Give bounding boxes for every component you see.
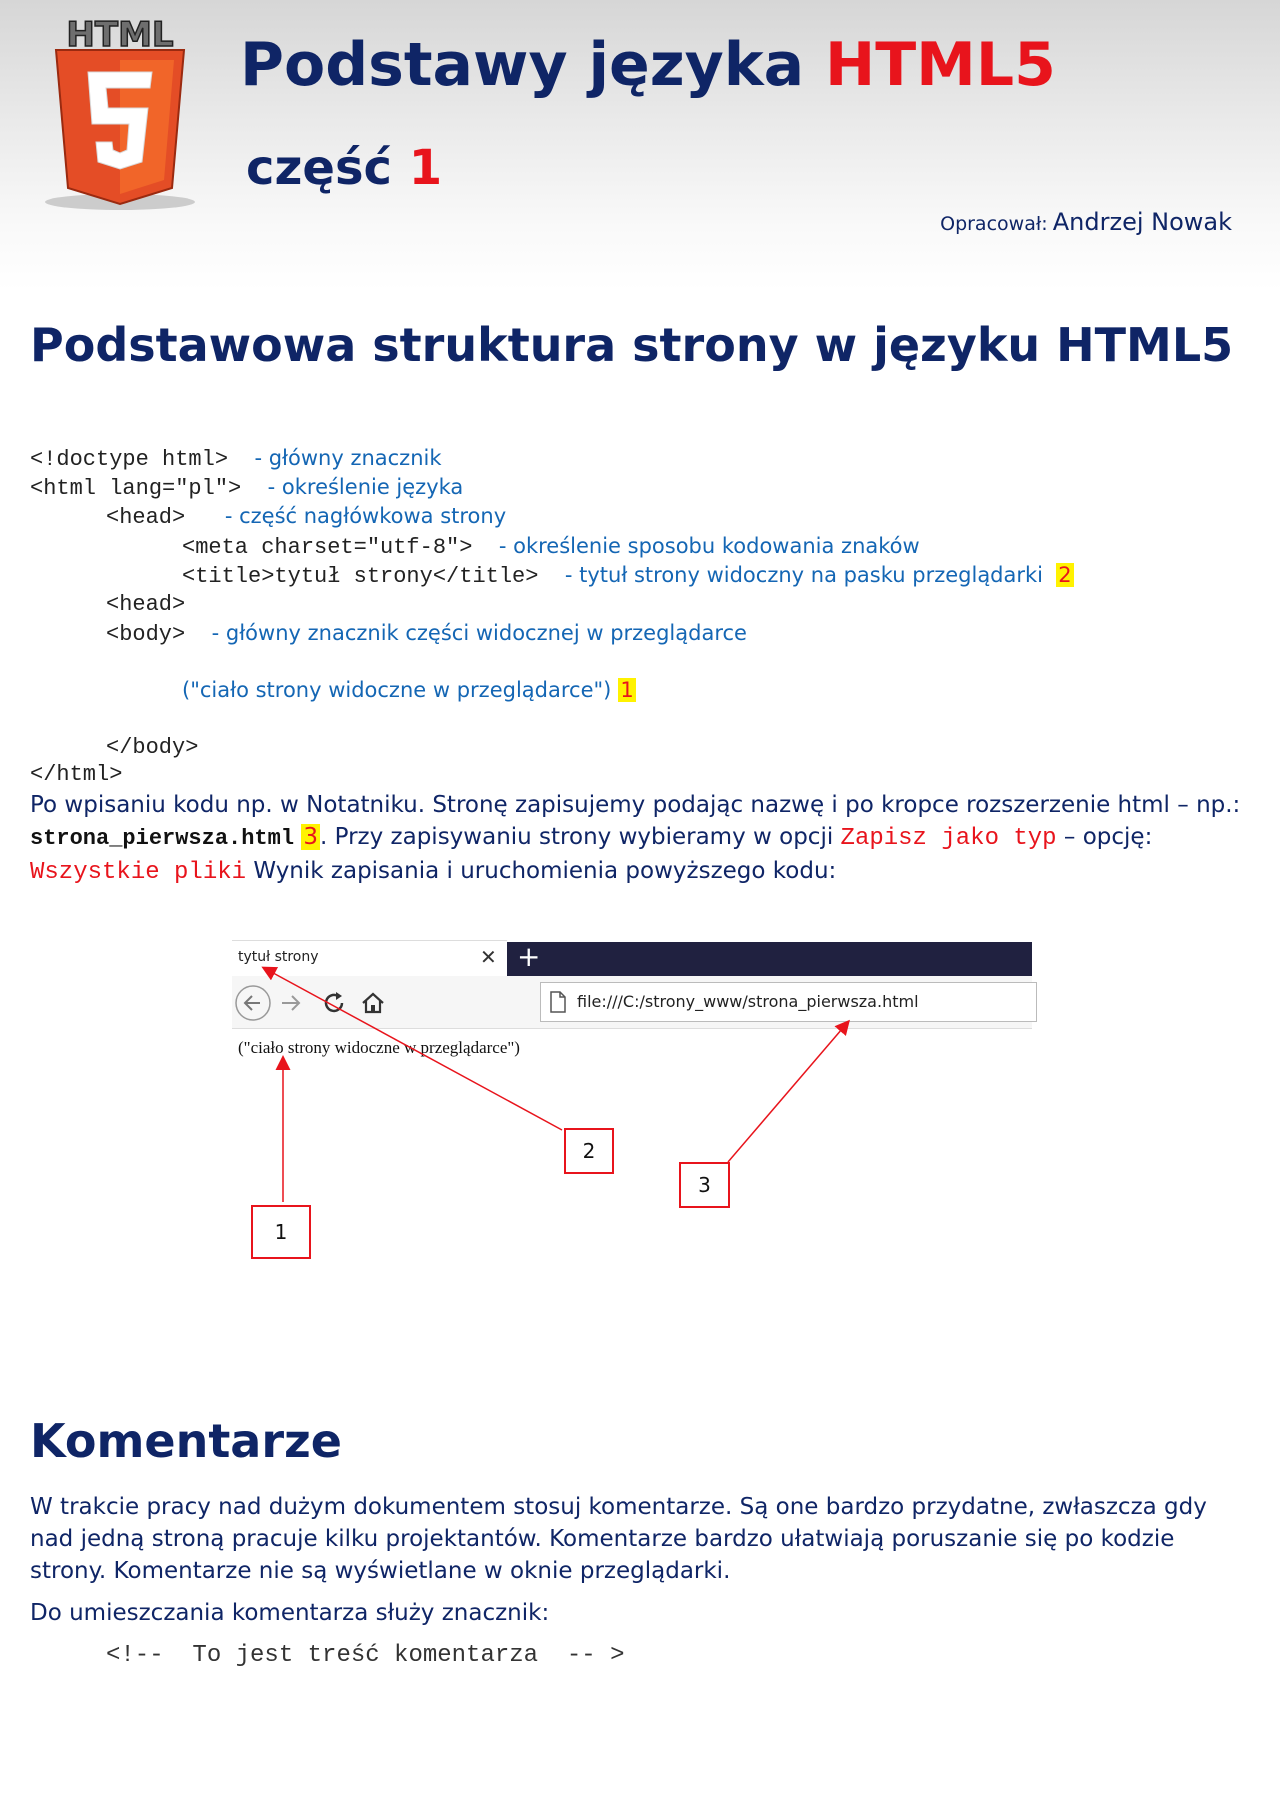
code-line xyxy=(30,762,630,792)
option-value: Wszystkie pliki xyxy=(30,859,247,886)
section-heading-comments: Komentarze xyxy=(30,1414,343,1468)
author-line xyxy=(940,208,1232,236)
marker-2: 2 xyxy=(1058,563,1072,587)
para-3: Wynik zapisania i uruchomienia powyższego kodu: xyxy=(246,858,837,884)
arrow-3 xyxy=(728,1022,848,1162)
code-text: <meta charset="utf-8"> xyxy=(182,535,473,560)
new-tab-icon[interactable]: + xyxy=(517,940,541,973)
para-2a: . Przy zapisywaniu strony wybieramy w opcji xyxy=(320,824,841,850)
code-line xyxy=(182,563,1232,593)
section-heading-structure: Podstawowa struktura strony w języku HTML5 xyxy=(30,318,1234,372)
paragraph-comment-tag: Do umieszczania komentarza służy znacznik: xyxy=(30,1600,550,1626)
paragraph-save-instructions xyxy=(30,789,1250,889)
code-note: ("ciało strony widoczne w przeglądarce") xyxy=(182,678,612,702)
para-1: Po wpisaniu kodu np. w Notatniku. Stronę zapisujemy podając nazwę i po kropce rozszerzenie html – np.: xyxy=(30,792,1241,818)
tab-title: tytuł strony xyxy=(238,949,319,965)
page-subtitle xyxy=(246,140,442,196)
code-line xyxy=(30,446,1130,476)
code-line xyxy=(30,475,1130,505)
filename: strona_pierwsza.html xyxy=(30,826,295,851)
code-text: <head> xyxy=(106,505,186,530)
code-text: <!doctype html> xyxy=(30,447,229,472)
code-line xyxy=(106,592,706,622)
browser-page-content: ("ciało strony widoczne w przeglądarce") xyxy=(238,1038,520,1057)
code-note: - główny znacznik xyxy=(254,446,442,470)
comment-code: <!-- To jest treść komentarza -- > xyxy=(106,1642,625,1669)
logo-text: HTML xyxy=(66,15,174,55)
marker-3: 3 xyxy=(303,824,318,850)
code-line xyxy=(106,735,706,765)
callout-box-3: 3 xyxy=(679,1162,730,1208)
code-note: - tytuł strony widoczny na pasku przeglądarki xyxy=(564,563,1044,587)
page-title xyxy=(240,30,1056,100)
subtitle-main: część xyxy=(246,140,409,196)
code-text: <title>tytuł strony</title> xyxy=(182,564,539,589)
code-text: </html> xyxy=(30,762,123,787)
code-note: - określenie języka xyxy=(267,475,464,499)
address-text: file:///C:/strony_www/strona_pierwsza.html xyxy=(577,992,919,1011)
browser-screenshot xyxy=(232,940,1032,1270)
callout-arrows xyxy=(232,940,1032,1270)
code-text: <html lang="pl"> xyxy=(30,476,242,501)
title-main: Podstawy języka xyxy=(240,30,826,100)
code-line xyxy=(106,504,1106,534)
code-line xyxy=(106,621,1106,651)
html5-logo xyxy=(28,12,198,212)
code-text: <body> xyxy=(106,622,186,647)
option-name: Zapisz jako typ xyxy=(840,825,1057,852)
code-text: </body> xyxy=(106,735,199,760)
para-2b: – opcję: xyxy=(1056,824,1153,850)
code-note: - część nagłówkowa strony xyxy=(224,504,507,528)
marker-1: 1 xyxy=(620,678,634,702)
title-accent: HTML5 xyxy=(825,30,1056,100)
code-note: - określenie sposobu kodowania znaków xyxy=(498,534,920,558)
code-note: - główny znacznik części widocznej w przeglądarce xyxy=(211,621,747,645)
subtitle-accent: 1 xyxy=(408,140,443,196)
code-text: <head> xyxy=(106,592,186,617)
paragraph-comments: W trakcie pracy nad dużym dokumentem stosuj komentarze. Są one bardzo przydatne, zwłaszcza gdy nad jedną stroną pracuje kilku projektantów. Komentarze bardzo ułatwiają poruszanie się po kodzie strony. Komentarze nie są wyświetlane w oknie przeglądarki. xyxy=(30,1494,1207,1584)
close-tab-icon[interactable]: ✕ xyxy=(480,945,497,969)
code-line xyxy=(182,678,1082,708)
callout-box-2: 2 xyxy=(564,1128,614,1174)
code-line xyxy=(182,534,1182,564)
arrow-2 xyxy=(264,968,562,1130)
callout-box-1: 1 xyxy=(251,1205,311,1259)
author-name: Andrzej Nowak xyxy=(1052,208,1232,236)
author-label: Opracował: xyxy=(940,213,1048,235)
